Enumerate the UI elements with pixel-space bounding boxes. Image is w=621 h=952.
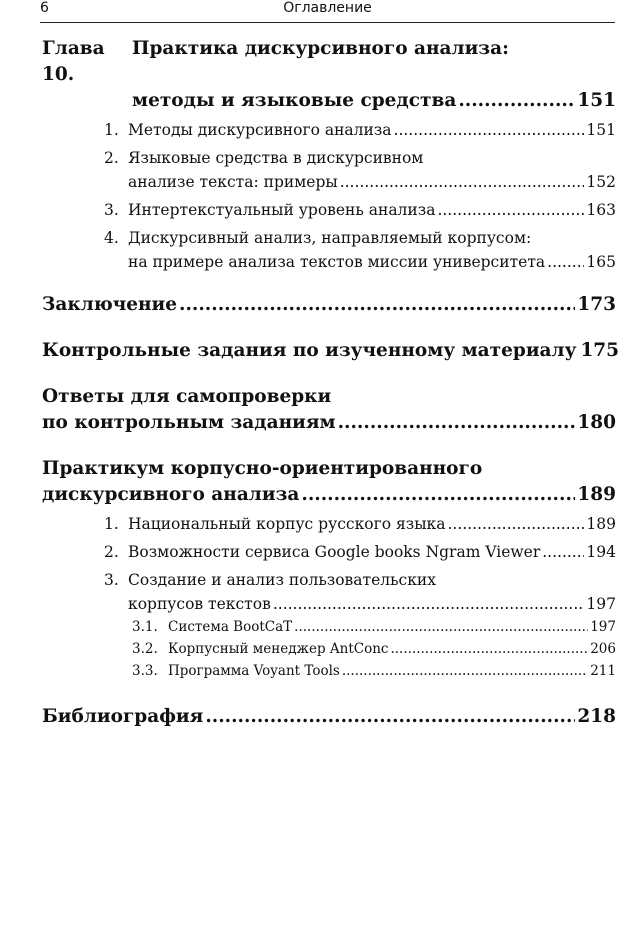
- section-title-line2: дискурсивного анализа: [42, 484, 300, 505]
- page-header: [40, 0, 615, 23]
- dot-leader: [342, 660, 588, 682]
- section-title: Заключение: [42, 294, 178, 315]
- item-number: 2.: [104, 149, 119, 167]
- toc-subitem-3-3[interactable]: [132, 660, 616, 682]
- subitem-title: Корпусный менеджер AntConc: [168, 641, 389, 657]
- section-title-line2: по контрольным заданиям: [42, 412, 336, 433]
- item-number: 2.: [104, 543, 119, 561]
- toc-item-p-1[interactable]: [104, 512, 616, 536]
- page-number: 6: [40, 0, 49, 16]
- item-title-line1: Дискурсивный анализ, направляемый корпусом:: [128, 229, 532, 247]
- dot-leader: [205, 704, 575, 730]
- page-ref: 211: [590, 663, 616, 679]
- subitem-number: 3.1.: [132, 619, 158, 635]
- dot-leader: [458, 88, 575, 114]
- toc-subitem-3-1[interactable]: [132, 616, 616, 638]
- page-ref: 197: [586, 595, 616, 613]
- page-ref: 189: [577, 484, 616, 505]
- subitem-number: 3.2.: [132, 641, 158, 657]
- toc-item-10-4[interactable]: [104, 226, 616, 274]
- page-ref: 206: [590, 641, 616, 657]
- dot-leader: [394, 118, 585, 142]
- item-number: 3.: [104, 201, 119, 219]
- page-ref: 194: [586, 543, 616, 561]
- page-ref: 151: [577, 90, 616, 111]
- dot-leader: [437, 198, 584, 222]
- toc-chapter-10[interactable]: [42, 36, 616, 114]
- page-ref: 165: [586, 253, 616, 271]
- subitem-number: 3.3.: [132, 663, 158, 679]
- dot-leader: [390, 638, 588, 660]
- dot-leader: [179, 292, 575, 318]
- item-title: Методы дискурсивного анализа: [128, 121, 392, 139]
- item-number: 4.: [104, 229, 119, 247]
- dot-leader: [273, 592, 585, 616]
- item-title: Возможности сервиса Google books Ngram Viewer: [128, 543, 541, 561]
- section-title-line1: Ответы для самопроверки: [42, 386, 332, 407]
- dot-leader: [547, 250, 584, 274]
- section-title: Библиография: [42, 706, 204, 727]
- item-title: Интертекстуальный уровень анализа: [128, 201, 436, 219]
- toc-bibliography[interactable]: [42, 704, 616, 730]
- dot-leader: [542, 540, 584, 564]
- subitem-title: Система BootCaT: [168, 619, 293, 635]
- item-number: 1.: [104, 515, 119, 533]
- dot-leader: [294, 616, 588, 638]
- item-title-line2: на примере анализа текстов миссии университета: [128, 253, 546, 271]
- page-ref: 151: [586, 121, 616, 139]
- toc-practicum[interactable]: [42, 456, 616, 508]
- toc-subitem-3-2[interactable]: [132, 638, 616, 660]
- toc-item-10-1[interactable]: [104, 118, 616, 142]
- item-title-line1: Языковые средства в дискурсивном: [128, 149, 424, 167]
- chapter-title-line2: методы и языковые средства: [132, 90, 457, 111]
- item-title-line2: анализе текста: примеры: [128, 173, 338, 191]
- table-of-contents: [42, 36, 620, 730]
- item-title: Национальный корпус русского языка: [128, 515, 446, 533]
- toc-conclusion[interactable]: [42, 292, 616, 318]
- toc-item-10-2[interactable]: [104, 146, 616, 194]
- chapter-title-line1: Практика дискурсивного анализа:: [132, 38, 509, 59]
- page-ref: 175: [580, 340, 620, 361]
- item-title-line1: Создание и анализ пользовательских: [128, 571, 436, 589]
- item-number: 3.: [104, 571, 119, 589]
- page-ref: 152: [586, 173, 616, 191]
- toc-answers[interactable]: [42, 384, 616, 436]
- item-number: 1.: [104, 121, 119, 139]
- page-ref: 163: [586, 201, 616, 219]
- toc-control-tasks[interactable]: [42, 338, 620, 364]
- toc-item-10-3[interactable]: [104, 198, 616, 222]
- chapter-label: Глава 10.: [42, 38, 105, 85]
- section-title-line1: Практикум корпусно-ориентированного: [42, 458, 483, 479]
- page-ref: 197: [590, 619, 616, 635]
- toc-item-p-3[interactable]: [104, 568, 616, 616]
- page-ref: 173: [577, 294, 616, 315]
- dot-leader: [447, 512, 584, 536]
- item-title-line2: корпусов текстов: [128, 595, 271, 613]
- page-ref: 218: [577, 706, 616, 727]
- section-title: Контрольные задания по изученному материалу: [42, 340, 577, 361]
- page-ref: 180: [577, 412, 616, 433]
- dot-leader: [340, 170, 585, 194]
- dot-leader: [338, 410, 576, 436]
- subitem-title: Программа Voyant Tools: [168, 663, 340, 679]
- toc-item-p-2[interactable]: [104, 540, 616, 564]
- running-title: Оглавление: [283, 0, 372, 16]
- page-ref: 189: [586, 515, 616, 533]
- dot-leader: [301, 482, 575, 508]
